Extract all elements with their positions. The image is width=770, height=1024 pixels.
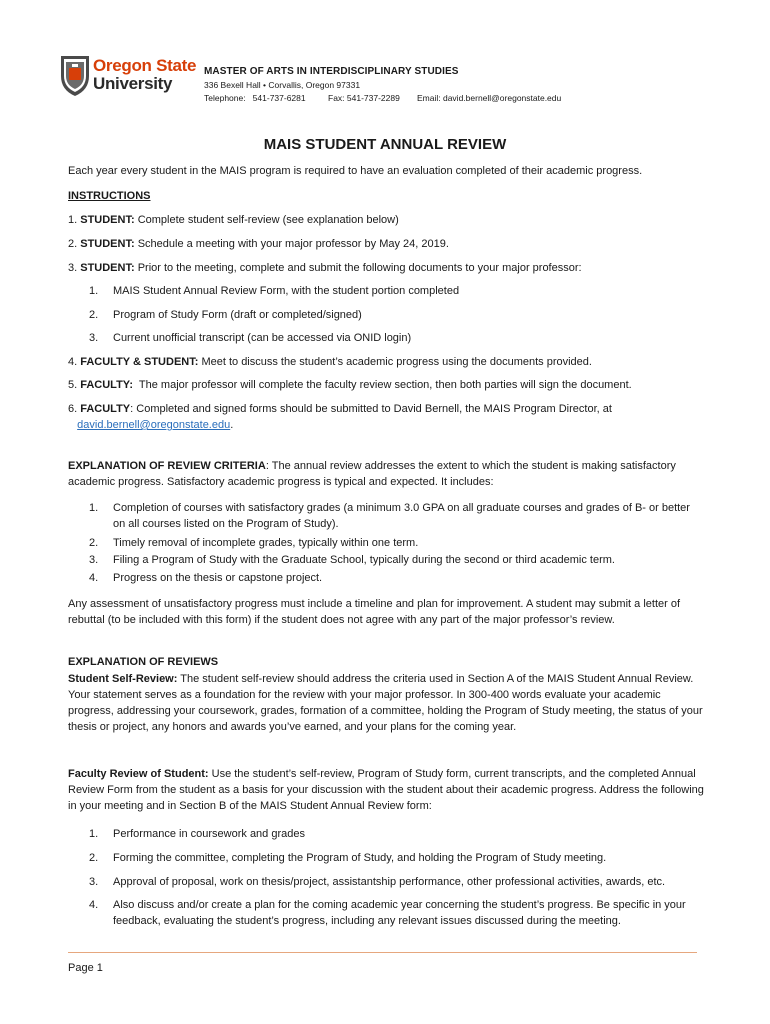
step-label: FACULTY:: [80, 379, 133, 391]
intro-paragraph: Each year every student in the MAIS program is required to have an evaluation completed of their academic progress.: [68, 165, 643, 177]
document-title: MAIS STUDENT ANNUAL REVIEW: [263, 136, 507, 153]
list-number: 2.: [89, 537, 99, 549]
osu-seal-icon: [58, 52, 92, 98]
instructions-heading: [68, 189, 708, 205]
department-address: 336 Bexell Hall • Corvallis, Oregon 97331: [204, 80, 361, 90]
document-list-item: Program of Study Form (draft or completed/signed): [113, 309, 362, 321]
logo-name-line2: University: [93, 74, 173, 93]
department-email: Email: david.bernell@oregonstate.edu: [417, 93, 562, 103]
document-list-item: MAIS Student Annual Review Form, with the student portion completed: [113, 285, 460, 297]
instruction-step-3: 3. STUDENT: Prior to the meeting, complete and submit the following documents to your major professor:: [68, 262, 582, 274]
list-number: 1.: [89, 285, 99, 297]
faculty-review-text: Use the student’s self-review, Program of Study form, current transcripts, and the completed Annual Review Form from the student as a basis for your discussion with the student about their academic progress. Address the following in your meeting and in Section B of the MAIS Student Annual Review form:: [68, 768, 704, 812]
list-number: 3.: [89, 332, 99, 344]
list-number: 3.: [89, 554, 99, 566]
department-telephone: Telephone: 541-737-6281: [204, 93, 306, 103]
faculty-list-item: Approval of proposal, work on thesis/project, assistantship performance, other professional activities, awards, etc.: [113, 876, 666, 888]
step-label: STUDENT:: [80, 238, 135, 250]
faculty-list-item: Also discuss and/or create a plan for the coming academic year concerning the student’s progress. Be specific in your feedback, evaluating the student’s progress, including any relevant issues discussed during the meeting.: [113, 899, 686, 927]
faculty-list-item: Forming the committee, completing the Program of Study, and holding the Program of Study meeting.: [113, 852, 607, 864]
step-text: Meet to discuss the student’s academic progress using the documents provided.: [201, 356, 592, 368]
reviews-heading-text: EXPLANATION OF REVIEWS: [68, 656, 219, 668]
list-number: 3.: [89, 876, 99, 888]
page-number: Page 1: [68, 962, 103, 974]
step-text: Complete student self-review (see explanation below): [137, 214, 399, 226]
instruction-step-2: 2. STUDENT: Schedule a meeting with your major professor by May 24, 2019.: [68, 238, 449, 250]
step-label: FACULTY: [80, 403, 131, 415]
step-text: : Completed and signed forms should be submitted to David Bernell, the MAIS Program Director, at: [130, 403, 612, 415]
list-number: 1.: [89, 828, 99, 840]
criteria-heading: EXPLANATION OF REVIEW CRITERIA: [68, 460, 266, 472]
step-text: The major professor will complete the faculty review section, then both parties will sign the document.: [138, 379, 632, 391]
self-review-label: Student Self-Review:: [68, 673, 178, 685]
faculty-review-paragraph: [68, 767, 708, 815]
list-number: 2.: [89, 852, 99, 864]
faculty-list-item: Performance in coursework and grades: [113, 828, 305, 840]
self-review-text: The student self-review should address the criteria used in Section A of the MAIS Student Annual Review. Your statement serves as a foundation for the review with your major professor. In 300-400 words evaluate your academic progress, addressing your coursework, grades, formation of a committee, holding the Program of Study meeting, the status of your thesis or project, any honors and awards you’ve earned, and your plans for the coming year.: [68, 673, 703, 733]
list-number: 4.: [89, 572, 99, 584]
step-text: Schedule a meeting with your major professor by May 24, 2019.: [137, 238, 449, 250]
list-number: 2.: [89, 309, 99, 321]
step-label: STUDENT:: [80, 262, 135, 274]
instruction-step-6: 6. FACULTY: Completed and signed forms should be submitted to David Bernell, the MAIS Program Director, at david.bernell@oregonstate.edu.: [68, 403, 612, 431]
step-label: FACULTY & STUDENT:: [80, 356, 199, 368]
faculty-review-label: Faculty Review of Student:: [68, 768, 209, 780]
logo-name-line1: Oregon State: [93, 56, 197, 75]
list-number: 4.: [89, 899, 99, 911]
director-email-link[interactable]: david.bernell@oregonstate.edu: [77, 418, 231, 431]
reviews-heading: [68, 655, 708, 671]
criteria-list-item: Filing a Program of Study with the Graduate School, typically during the second or third academic term.: [113, 554, 615, 566]
step-text: Prior to the meeting, complete and submit the following documents to your major professor:: [137, 262, 582, 274]
instruction-step-1: 1. STUDENT: Complete student self-review (see explanation below): [68, 214, 399, 226]
footer-rule: [68, 952, 697, 953]
instructions-heading-text: INSTRUCTIONS: [68, 190, 151, 202]
step-end: .: [230, 418, 234, 431]
criteria-list-item: Timely removal of incomplete grades, typically within one term.: [113, 537, 419, 549]
instruction-step-4: 4. FACULTY & STUDENT: Meet to discuss the student’s academic progress using the documents provided.: [68, 356, 592, 368]
instruction-step-5: 5. FACULTY: The major professor will complete the faculty review section, then both parties will sign the document.: [68, 379, 632, 391]
list-number: 1.: [89, 502, 99, 514]
criteria-list-item: Progress on the thesis or capstone project.: [113, 572, 323, 584]
criteria-text: : The annual review addresses the extent to which the student is making satisfactory academic progress. Satisfactory academic progress is typical and expected. It includes:: [68, 460, 676, 488]
step-label: STUDENT:: [80, 214, 135, 226]
self-review-paragraph: [68, 672, 708, 736]
document-list-item: Current unofficial transcript (can be accessed via ONID login): [113, 332, 412, 344]
department-name: MASTER OF ARTS IN INTERDISCIPLINARY STUDIES: [204, 66, 459, 77]
department-fax: Fax: 541-737-2289: [328, 93, 400, 103]
criteria-paragraph: [68, 459, 708, 491]
assessment-paragraph: Any assessment of unsatisfactory progress must include a timeline and plan for improvement. A student may submit a letter of rebuttal (to be included with this form) if the student does not agree with any part of the major professor’s review.: [68, 598, 681, 626]
criteria-list-item: Completion of courses with satisfactory grades (a minimum 3.0 GPA on all graduate courses and grades of B- or better on all courses listed on the Program of Study).: [113, 502, 690, 530]
